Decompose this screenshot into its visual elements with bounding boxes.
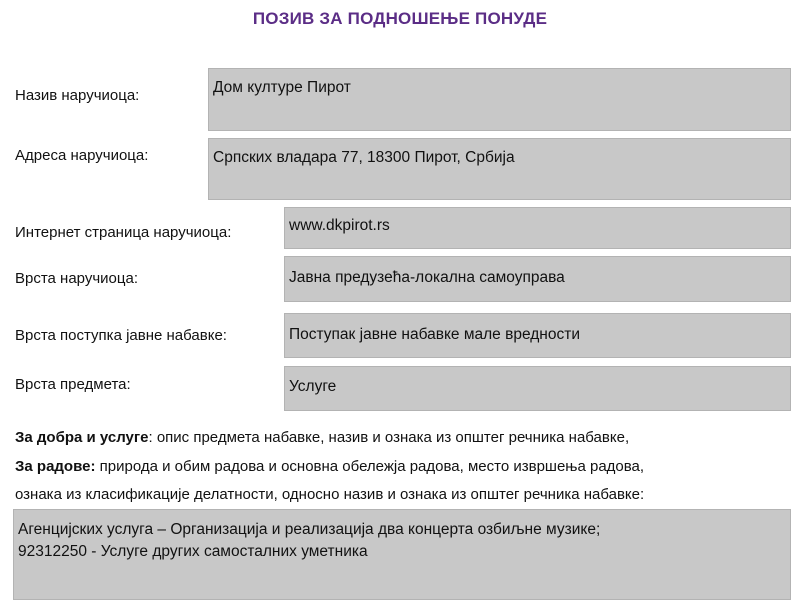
goods-instruction-bold: За добра и услуге (15, 429, 149, 446)
description-line-2: 92312250 - Услуге других самосталних уметника (18, 543, 368, 560)
client-type-field[interactable]: Јавна предузећа-локална самоуправа (284, 256, 791, 302)
works-instruction (15, 458, 644, 475)
subject-type-field[interactable]: Услуге (284, 366, 791, 411)
goods-instruction-text: : опис предмета набавке, назив и ознака из општег речника набавке, (148, 429, 630, 446)
client-address-label: Адреса наручиоца: (15, 147, 149, 164)
subject-type-label: Врста предмета: (15, 376, 131, 393)
works-instruction-bold: За радове: (15, 458, 96, 475)
client-name-label: Назив наручиоца: (15, 87, 140, 104)
client-website-field[interactable]: www.dkpirot.rs (284, 207, 791, 249)
client-website-label: Интернет страница наручиоца: (15, 224, 232, 241)
procedure-type-label: Врста поступка јавне набавке: (15, 327, 227, 344)
client-name-field[interactable]: Дом културе Пирот (208, 68, 791, 131)
works-instruction-text: природа и обим радова и основна обележја радова, место извршења радова, (95, 458, 645, 475)
goods-instruction (15, 429, 629, 446)
client-address-field[interactable]: Српских владара 77, 18300 Пирот, Србија (208, 138, 791, 200)
classification-instruction: ознака из класификације делатности, односно назив и ознака из општег речника набавке: (15, 486, 645, 503)
subject-description-field[interactable] (13, 509, 791, 600)
client-type-label: Врста наручиоца: (15, 270, 138, 287)
page-title: ПОЗИВ ЗА ПОДНОШЕЊЕ ПОНУДЕ (252, 9, 548, 28)
procedure-type-field[interactable]: Поступак јавне набавке мале вредности (284, 313, 791, 358)
description-line-1: Агенцијских услуга – Организација и реализација два концерта озбиљне музике; (18, 521, 601, 538)
